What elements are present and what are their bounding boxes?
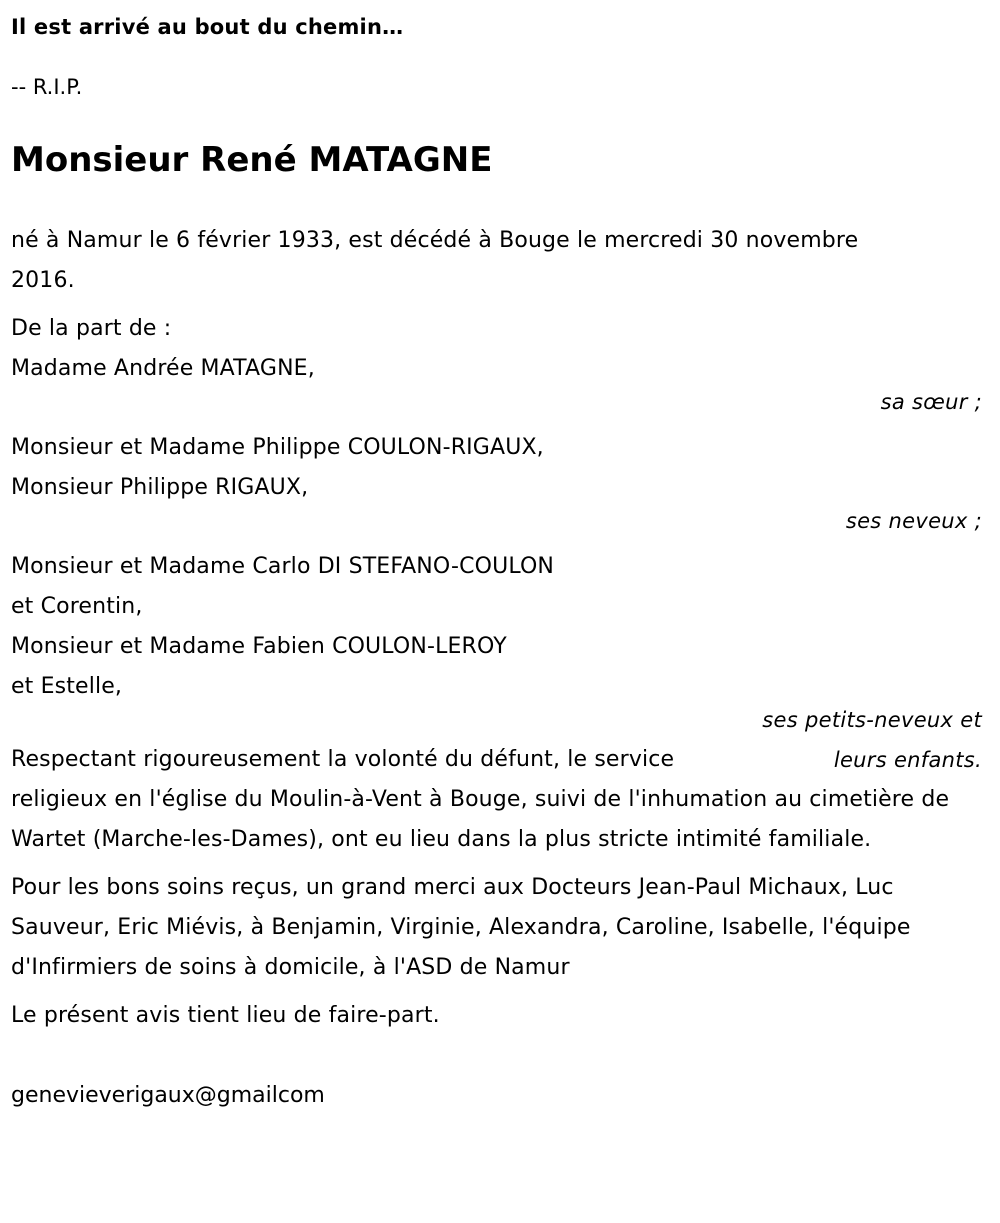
- birth-death-statement: né à Namur le 6 février 1933, est décédé à Bouge le mercredi 30 novembre 2016.: [11, 228, 859, 293]
- thanks-paragraph: Pour les bons soins reçus, un grand merci aux Docteurs Jean-Paul Michaux, Luc Sauveur, Eric Miévis, à Benjamin, Virginie, Alexandra, Caroline, Isabelle, l'équipe d'Infirmiers de soins à domicile, à l'ASD de Namur: [11, 875, 911, 980]
- family-name-line: et Estelle,: [11, 674, 123, 699]
- contact-email: genevieverigaux@gmailcom: [11, 1083, 325, 1108]
- family-name-line: et Corentin,: [11, 594, 143, 619]
- deceased-name: Monsieur René MATAGNE: [11, 140, 493, 180]
- family-name-line: Monsieur et Madame Carlo DI STEFANO-COULON: [11, 554, 555, 579]
- family-name-line: Madame Andrée MATAGNE,: [11, 356, 315, 381]
- family-group-sister: [11, 349, 990, 422]
- relation-label: ses petits-neveux et leurs enfants.: [762, 708, 982, 772]
- family-group-nephews: [11, 428, 990, 541]
- relation-label: sa sœur ;: [880, 390, 982, 414]
- family-name-line: Monsieur Philippe RIGAUX,: [11, 475, 309, 500]
- from-label: De la part de :: [11, 316, 172, 341]
- closing-line: Le présent avis tient lieu de faire-part.: [11, 1003, 440, 1028]
- family-name-line: Monsieur et Madame Fabien COULON-LEROY: [11, 634, 507, 659]
- family-name-line: Monsieur et Madame Philippe COULON-RIGAUX,: [11, 435, 544, 460]
- rip-line: -- R.I.P.: [11, 75, 83, 99]
- relation-label: ses neveux ;: [845, 509, 982, 533]
- ceremony-paragraph: Respectant rigoureusement la volonté du défunt, le service religieux en l'église du Moulin-à-Vent à Bouge, suivi de l'inhumation au cimetière de Wartet (Marche-les-Dames), ont eu lieu dans la plus stricte intimité familiale.: [11, 747, 950, 852]
- tagline: Il est arrivé au bout du chemin…: [11, 15, 404, 39]
- family-group-grandnephews: [11, 547, 990, 772]
